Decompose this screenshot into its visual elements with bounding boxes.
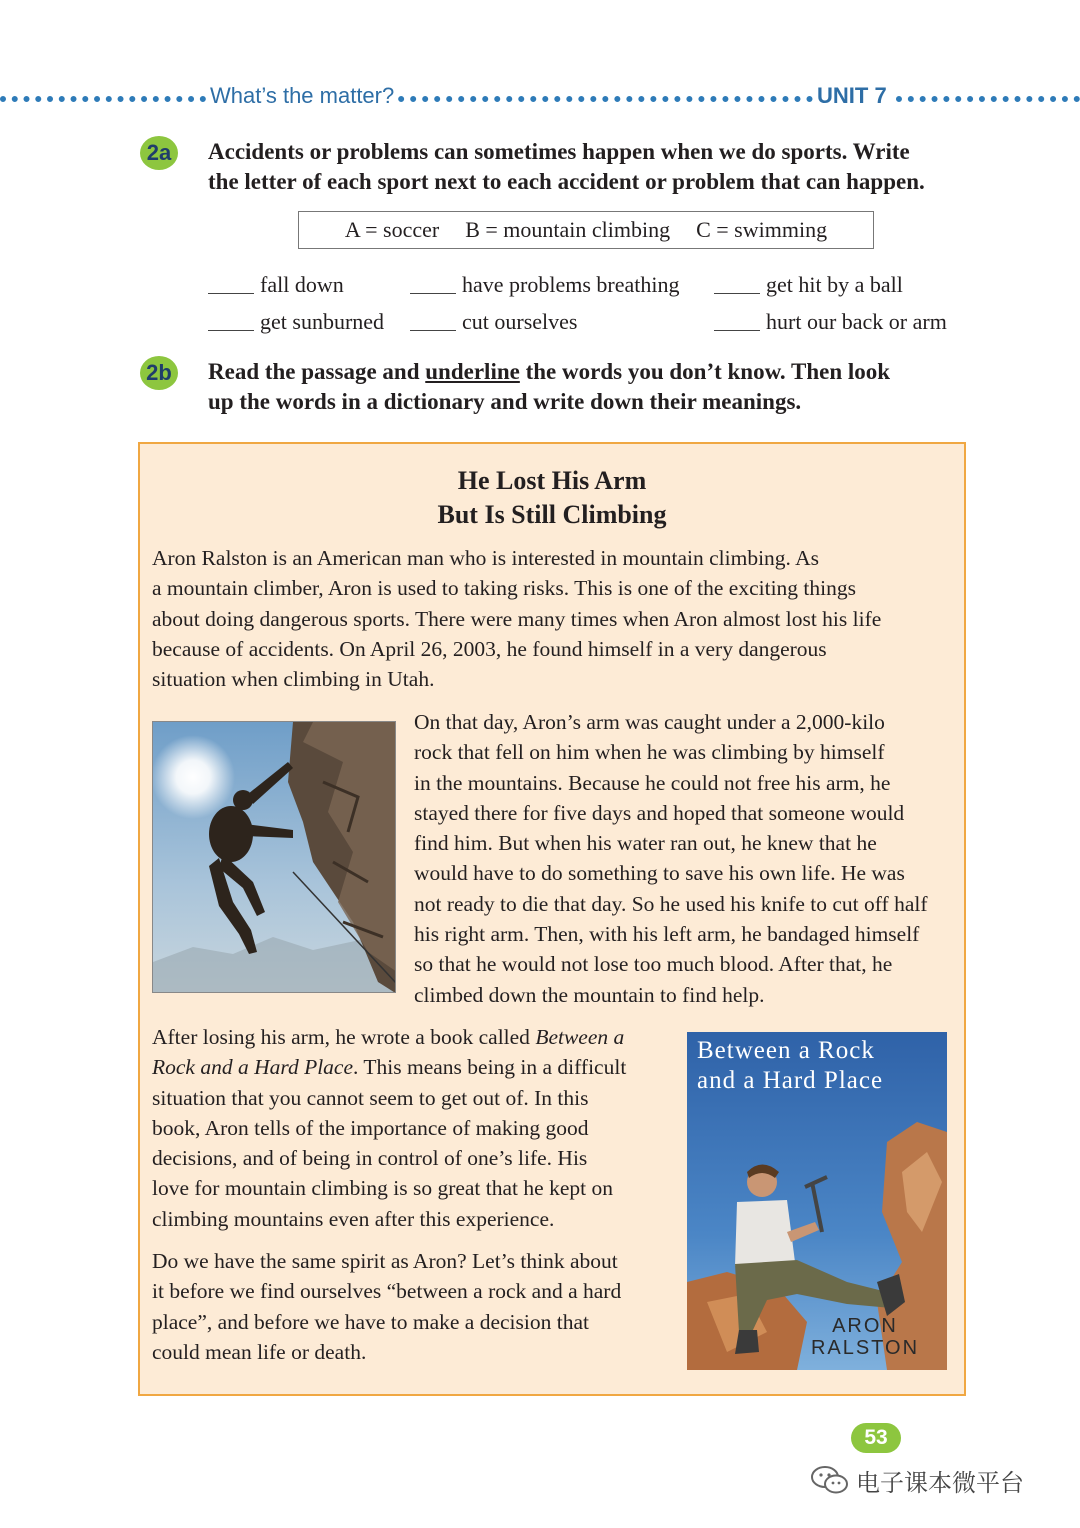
p3-line: climbing mountains even after this experience. <box>152 1206 555 1231</box>
p4-line: it before we find ourselves “between a rock and a hard <box>152 1279 622 1304</box>
blank-item-hit-by-ball[interactable] <box>714 271 903 299</box>
item-label: get sunburned <box>260 309 385 334</box>
p3-line: book, Aron tells of the importance of making good <box>152 1115 589 1140</box>
cover-title-line2: and a Hard Place <box>697 1067 884 1094</box>
blank-item-cut-ourselves[interactable] <box>410 308 577 336</box>
cover-title-line1: Between a Rock <box>697 1037 875 1064</box>
p3-line: decisions, and of being in control of one’s life. His <box>152 1146 588 1171</box>
paragraph-3 <box>152 1022 677 1234</box>
answer-blank[interactable] <box>410 273 456 294</box>
book-title-italic: Rock and a Hard Place <box>152 1055 354 1080</box>
instruction-2b-line1 <box>208 357 978 387</box>
instruction-2a-line2: the letter of each sport next to each accident or problem that can happen. <box>208 169 925 194</box>
key-c: C = swimming <box>696 217 828 242</box>
p3-text: After losing his arm, he wrote a book called <box>152 1025 536 1049</box>
p3-line <box>152 1022 677 1052</box>
instruction-2b-line2: up the words in a dictionary and write down their meanings. <box>208 389 802 414</box>
passage-title-line2: But Is Still Climbing <box>437 500 667 529</box>
p2-line: in the mountains. Because he could not free his arm, he <box>414 770 891 795</box>
item-label: hurt our back or arm <box>766 309 947 334</box>
passage-title-line1: He Lost His Arm <box>457 466 647 495</box>
instruction-2b <box>208 357 978 417</box>
paragraph-2 <box>414 707 964 1010</box>
paragraph-1 <box>152 543 962 694</box>
climber-photo <box>152 721 396 993</box>
item-label: fall down <box>260 272 344 297</box>
key-a: A = soccer <box>344 217 440 242</box>
instruction-2b-post: the words you don’t know. Then look <box>519 359 891 384</box>
p1-line: about doing dangerous sports. There were many times when Aron almost lost his life <box>152 606 882 631</box>
passage-title <box>140 464 964 532</box>
p2-line: stayed there for five days and hoped that someone would <box>414 800 905 825</box>
p4-line: could mean life or death. <box>152 1339 367 1364</box>
item-label: cut ourselves <box>462 309 578 334</box>
p4-line: place”, and before we have to make a decision that <box>152 1309 589 1334</box>
book-cover-art <box>687 1032 947 1370</box>
header-unit-label: UNIT 7 <box>813 82 891 110</box>
answer-blank[interactable] <box>714 273 760 294</box>
badge-2b: 2b <box>140 356 178 390</box>
p2-line: climbed down the mountain to find help. <box>414 982 765 1007</box>
instruction-2b-underlined: underline <box>425 359 520 384</box>
p2-line: would have to do something to save his own life. He was <box>414 861 905 886</box>
p2-line: find him. But when his water ran out, he knew that he <box>414 831 877 856</box>
p4-line: Do we have the same spirit as Aron? Let’s think about <box>152 1249 618 1273</box>
badge-2a: 2a <box>140 136 178 170</box>
watermark <box>810 1462 1024 1498</box>
blank-item-hurt-back[interactable] <box>714 308 947 336</box>
p2-line: rock that fell on him when he was climbing by himself <box>414 740 885 765</box>
p1-line: because of accidents. On April 26, 2003, he found himself in a very dangerous <box>152 636 827 661</box>
blank-item-fall-down[interactable] <box>208 271 344 299</box>
p2-line: not ready to die that day. So he used his knife to cut off half <box>414 891 928 916</box>
item-label: have problems breathing <box>462 272 680 297</box>
p2-line: so that he would not lose too much blood. After that, he <box>414 952 893 977</box>
cover-author-line2: RALSTON <box>810 1337 920 1359</box>
blank-item-sunburned[interactable] <box>208 308 384 336</box>
cover-author-line1: ARON <box>832 1315 898 1337</box>
climber-illustration <box>153 722 396 993</box>
blank-item-breathing[interactable] <box>410 271 680 299</box>
instruction-2a <box>208 137 978 197</box>
wechat-icon <box>810 1464 850 1496</box>
answer-blank[interactable] <box>208 310 254 331</box>
p3-line: situation that you cannot seem to get out of. In this <box>152 1085 589 1110</box>
p2-line: On that day, Aron’s arm was caught under a 2,000-kilo <box>414 710 885 734</box>
key-b: B = mountain climbing <box>465 217 671 242</box>
p1-line: a mountain climber, Aron is used to taking risks. This is one of the exciting things <box>152 576 856 601</box>
page-number: 53 <box>851 1423 901 1453</box>
book-cover <box>687 1032 947 1370</box>
instruction-2b-pre: Read the passage and <box>208 359 426 384</box>
header-lesson-title: What’s the matter? <box>206 82 398 110</box>
paragraph-4 <box>152 1246 677 1367</box>
watermark-text: 电子课本微平台 <box>856 1468 1024 1497</box>
p3-line: love for mountain climbing is so great that he kept on <box>152 1176 613 1201</box>
answer-blank[interactable] <box>208 273 254 294</box>
p1-line: situation when climbing in Utah. <box>152 667 435 692</box>
sport-key-box <box>298 211 874 249</box>
item-label: get hit by a ball <box>766 272 903 297</box>
p3-text: . This means being in a difficult <box>353 1055 627 1080</box>
p2-line: his right arm. Then, with his left arm, he bandaged himself <box>414 922 920 947</box>
instruction-2a-line1: Accidents or problems can sometimes happen when we do sports. Write <box>208 139 910 164</box>
p3-line <box>152 1052 677 1082</box>
answer-blank[interactable] <box>410 310 456 331</box>
p1-line: Aron Ralston is an American man who is interested in mountain climbing. As <box>152 546 820 570</box>
header-dots-left <box>0 96 206 102</box>
answer-blank[interactable] <box>714 310 760 331</box>
book-title-italic: Between a <box>535 1025 625 1049</box>
